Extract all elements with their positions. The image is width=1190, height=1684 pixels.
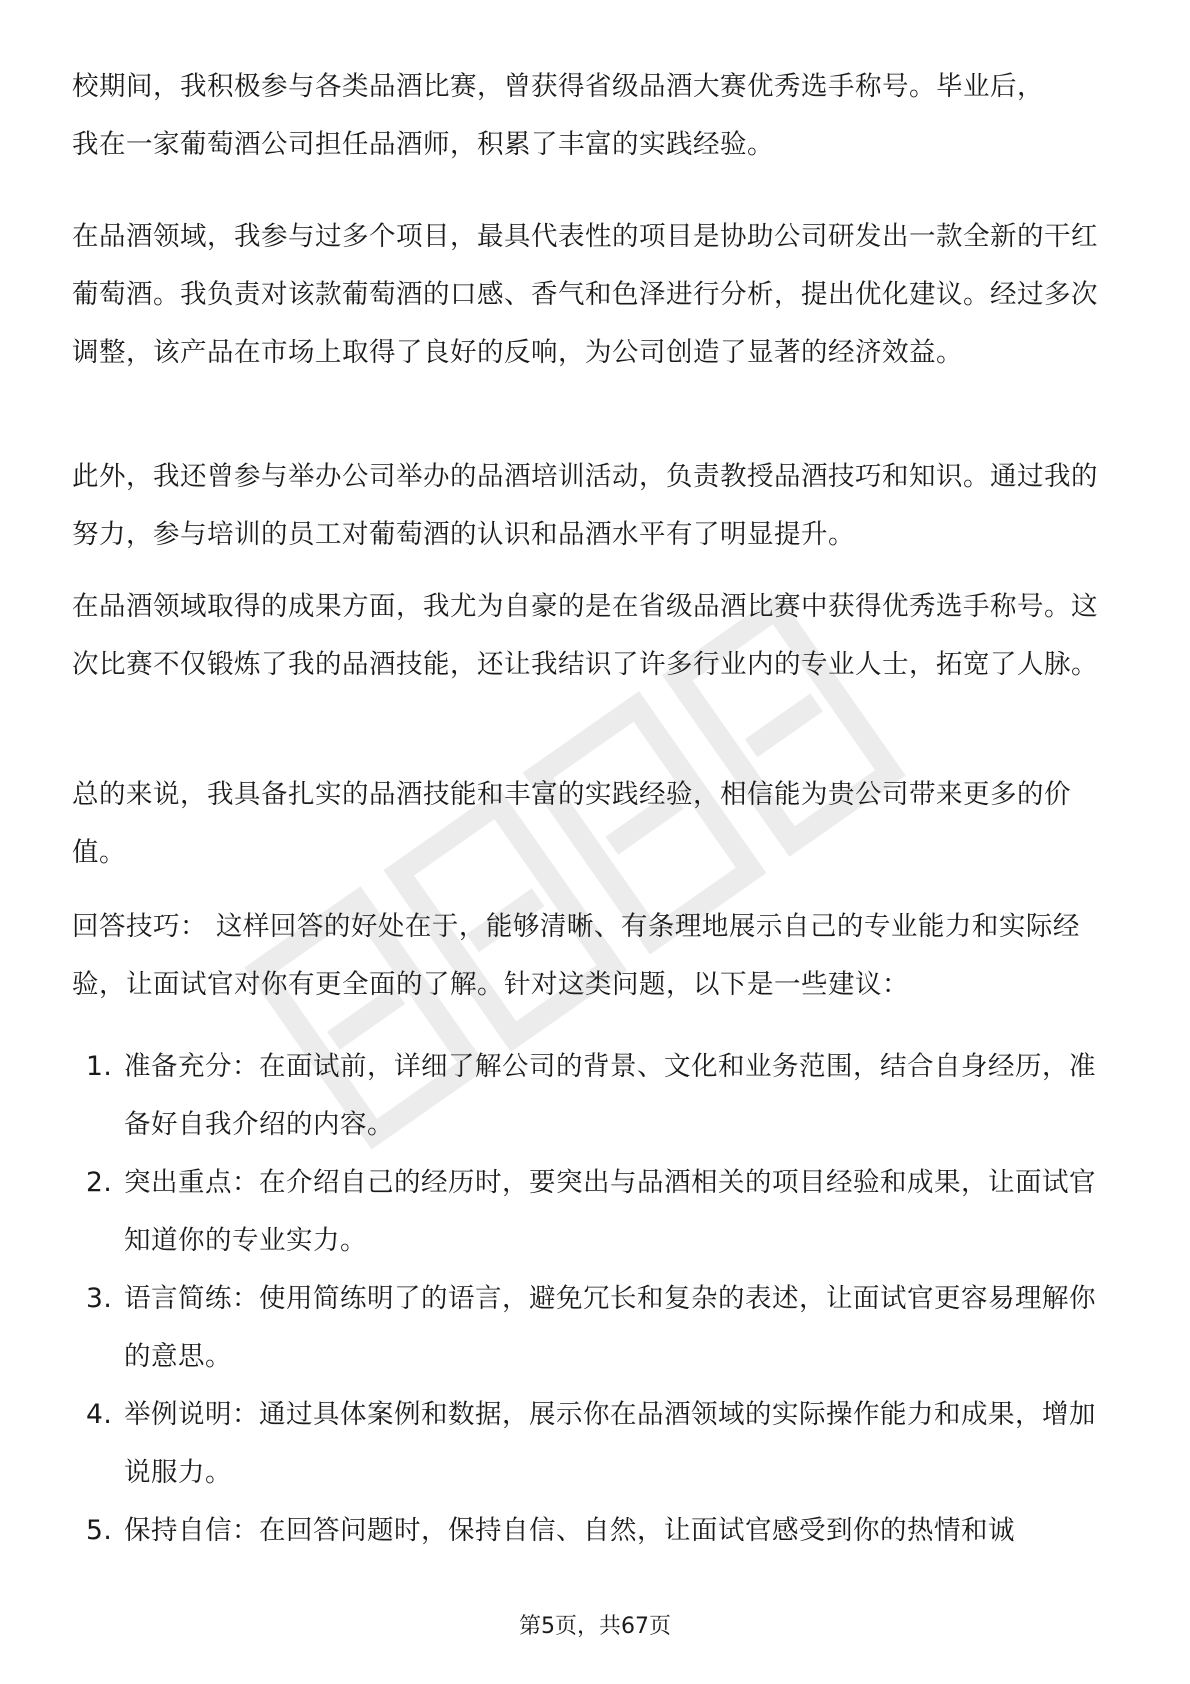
paragraph-text: 在品酒领域，我参与过多个项目，最具代表性的项目是协助公司研发出一款全新的干红葡萄酒。我负责对该款葡萄酒的口感、香气和色泽进行分析，提出优化建议。经过多次调整，该产品在市场上取得了良好的反响，为公司创造了显著的经济效益。	[72, 221, 1098, 368]
list-item-text: 语言简练：使用简练明了的语言，避免冗长和复杂的表述，让面试官更容易理解你的意思。	[124, 1283, 1096, 1372]
paragraph-achievements	[72, 578, 1122, 694]
list-item	[72, 1386, 1122, 1502]
list-item-text: 举例说明：通过具体案例和数据，展示你在品酒领域的实际操作能力和成果，增加说服力。	[124, 1399, 1096, 1488]
tips-list-container	[72, 1038, 1122, 1560]
list-item-text: 保持自信：在回答问题时，保持自信、自然，让面试官感受到你的热情和诚	[124, 1515, 1015, 1546]
paragraph-education	[72, 58, 1122, 174]
list-item-number: 1.	[86, 1051, 113, 1082]
paragraph-text: 回答技巧： 这样回答的好处在于，能够清晰、有条理地展示自己的专业能力和实际经验，让面试官对你有更全面的了解。针对这类问题，以下是一些建议：	[72, 911, 1080, 1000]
list-item	[72, 1502, 1122, 1560]
list-item-number: 2.	[86, 1167, 113, 1198]
paragraph-text: 在品酒领域取得的成果方面，我尤为自豪的是在省级品酒比赛中获得优秀选手称号。这次比赛不仅锻炼了我的品酒技能，还让我结识了许多行业内的专业人士，拓宽了人脉。	[72, 591, 1098, 680]
list-item-text: 突出重点：在介绍自己的经历时，要突出与品酒相关的项目经验和成果，让面试官知道你的专业实力。	[124, 1167, 1096, 1256]
list-item-number: 3.	[86, 1283, 113, 1314]
tips-list	[72, 1038, 1122, 1560]
paragraph-line: 我在一家葡萄酒公司担任品酒师，积累了丰富的实践经验。	[72, 129, 774, 160]
list-item-number: 5.	[86, 1515, 113, 1546]
paragraph-training	[72, 448, 1122, 564]
list-item	[72, 1154, 1122, 1270]
paragraph-text: 此外，我还曾参与举办公司举办的品酒培训活动，负责教授品酒技巧和知识。通过我的努力，参与培训的员工对葡萄酒的认识和品酒水平有了明显提升。	[72, 461, 1098, 550]
list-item-text: 准备充分：在面试前，详细了解公司的背景、文化和业务范围，结合自身经历，准备好自我介绍的内容。	[124, 1051, 1096, 1140]
paragraph-projects	[72, 208, 1122, 382]
list-item-number: 4.	[86, 1399, 113, 1430]
paragraph-text: 总的来说，我具备扎实的品酒技能和丰富的实践经验，相信能为贵公司带来更多的价值。	[72, 779, 1071, 868]
paragraph-answer-tips	[72, 898, 1122, 1014]
paragraph-summary	[72, 766, 1122, 882]
list-item	[72, 1270, 1122, 1386]
page-number-footer: 第5页，共67页	[519, 1614, 671, 1639]
list-item	[72, 1038, 1122, 1154]
paragraph-line: 校期间，我积极参与各类品酒比赛，曾获得省级品酒大赛优秀选手称号。毕业后，	[72, 71, 1044, 102]
